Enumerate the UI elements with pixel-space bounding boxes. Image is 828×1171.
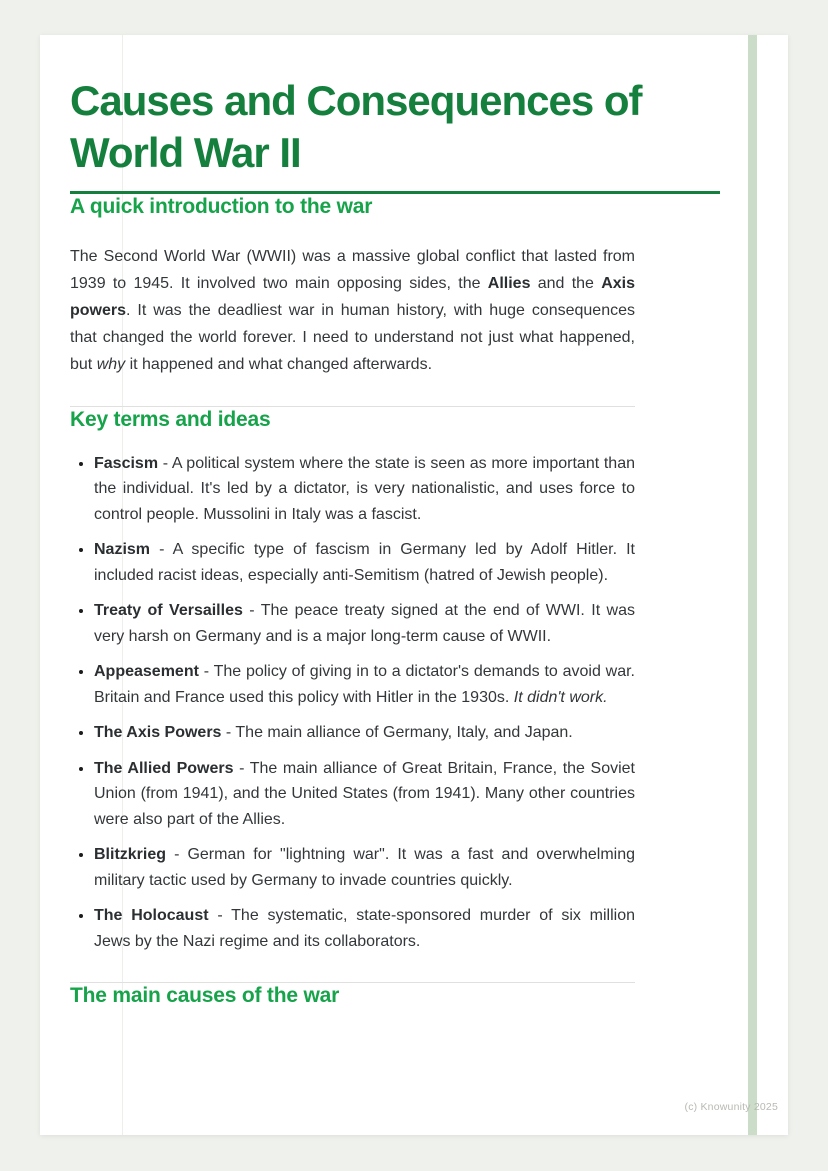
term-label: Fascism (94, 454, 159, 472)
list-item-holocaust (94, 903, 635, 954)
document-content (70, 75, 642, 1008)
term-label: The Holocaust (94, 907, 209, 925)
term-label: Nazism (94, 541, 151, 559)
list-item-blitzkrieg (94, 842, 635, 893)
term-description: - The systematic, state-sponsored murder of six million Jews by the Nazi regime and its collaborators. (94, 907, 636, 950)
list-item-axis-powers (94, 720, 635, 746)
list-item-treaty-of-versailles (94, 598, 635, 649)
intro-text-segment: and the (530, 275, 602, 293)
term-description: - A political system where the state is seen as more important than the individual. It's led by a dictator, is very nationalistic, and uses force to control people. Mussolini in Italy was a fascist. (94, 454, 635, 523)
intro-text-segment: it happened and what changed afterwards. (125, 356, 433, 374)
list-item-allied-powers (94, 756, 635, 833)
term-label: The Allied Powers (94, 759, 234, 777)
page-title: Causes and Consequences of World War II (70, 77, 642, 177)
list-item-nazism (94, 537, 635, 588)
term-label: Treaty of Versailles (94, 602, 243, 620)
list-item-fascism (94, 451, 635, 528)
term-description: - German for "lightning war". It was a fast and overwhelming military tactic used by Germany to invade countries quickly. (94, 846, 636, 889)
term-description: - The policy of giving in to a dictator's demands to avoid war. Britain and France used this policy with Hitler in the 1930s. (94, 663, 636, 706)
bold-term-axis-powers: Axis powers (70, 275, 635, 320)
list-item-appeasement (94, 659, 635, 710)
section-heading-main-causes: The main causes of the war (70, 984, 340, 1008)
term-description: - The peace treaty signed at the end of WWI. It was very harsh on Germany and is a major long-term cause of WWII. (94, 602, 635, 645)
italic-word-why: why (96, 356, 126, 374)
term-label: The Axis Powers (94, 724, 222, 742)
section-heading-key-terms: Key terms and ideas (70, 408, 271, 432)
term-label: Appeasement (94, 663, 199, 681)
section-heading-introduction: A quick introduction to the war (70, 195, 373, 219)
intro-text-segment: The Second World War (WWII) was a massive global conflict that lasted from 1939 to 1945. It involved two main opposing sides, the (70, 248, 635, 293)
term-description: - The main alliance of Germany, Italy, and Japan. (225, 724, 573, 742)
document-page (40, 35, 788, 1135)
page-accent-strip (748, 35, 757, 1135)
bold-term-allies: Allies (487, 275, 531, 293)
term-italic-note: It didn't work. (513, 688, 608, 706)
watermark-credit: (c) Knowunity 2025 (684, 1101, 778, 1113)
term-description: - The main alliance of Great Britain, France, the Soviet Union (from 1941), and the United States (from 1941). Many other countries were also part of the Allies. (94, 759, 635, 828)
intro-paragraph (70, 243, 635, 378)
term-label: Blitzkrieg (94, 846, 167, 864)
intro-text-segment: . It was the deadliest war in human history, with huge consequences that changed the world forever. I need to understand not just what happened, but (70, 302, 635, 374)
key-terms-list (70, 451, 635, 955)
term-description: - A specific type of fascism in Germany led by Adolf Hitler. It included racist ideas, especially anti-Semitism (hatred of Jewish people). (94, 541, 635, 584)
